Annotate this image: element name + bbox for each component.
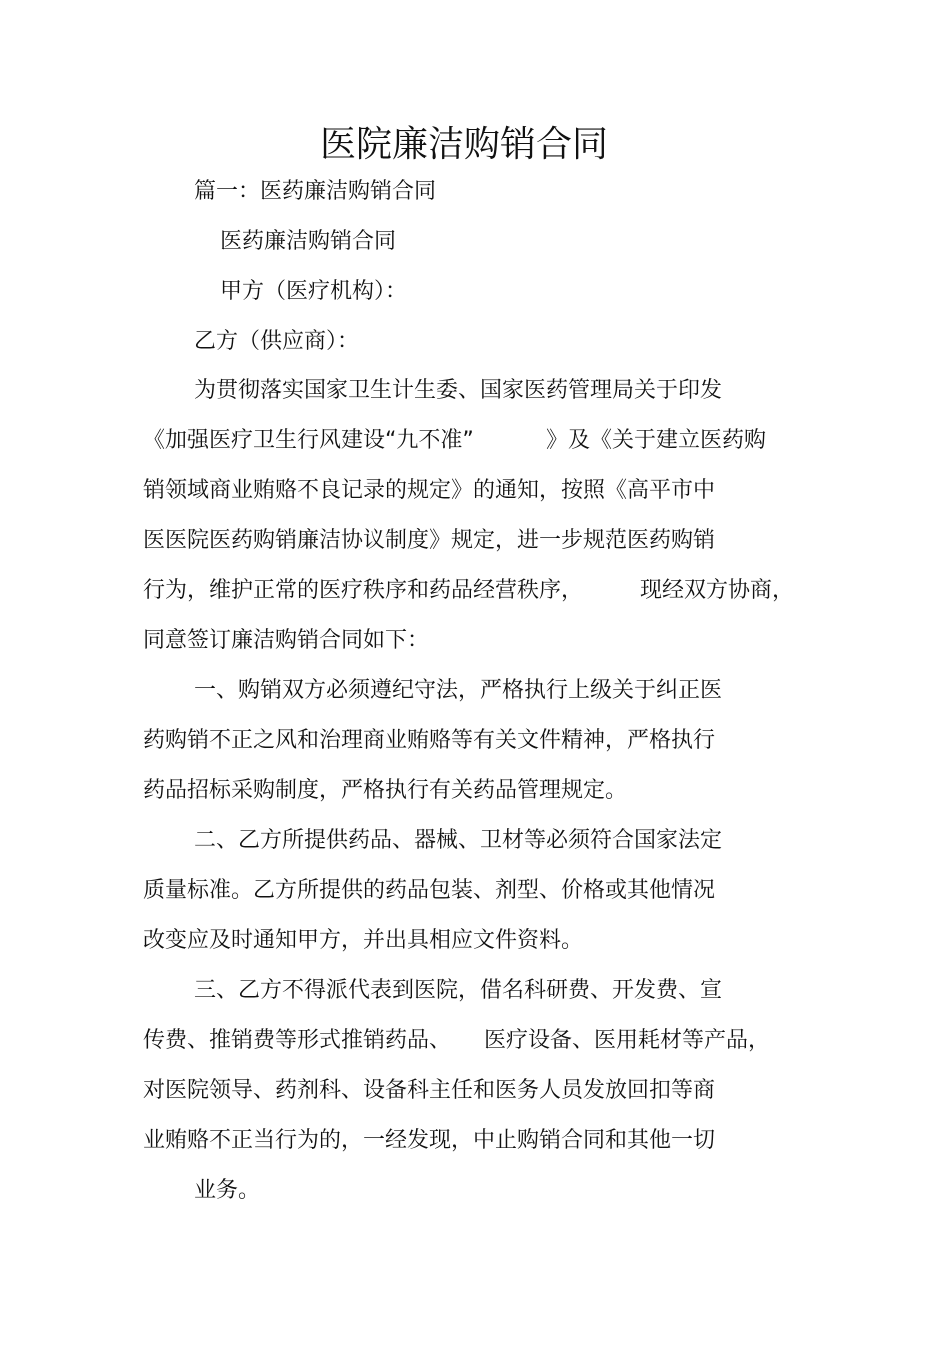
party-a-line: 甲方（医疗机构）： — [220, 279, 408, 304]
preamble-line: 医医院医药购销廉洁协议制度》规定，进一步规范医药购销 — [143, 528, 716, 553]
clause-3-line: 业贿赂不正当行为的，一经发现，中止购销合同和其他一切 — [143, 1128, 716, 1153]
party-b-line: 乙方（供应商）： — [194, 329, 360, 354]
clause-3-line: 传费、推销费等形式推销药品、 — [143, 1028, 452, 1053]
preamble-line: 行为，维护正常的医疗秩序和药品经营秩序， — [143, 578, 584, 603]
preamble-line: 》及《关于建立医药购 — [546, 428, 767, 453]
clause-2-line: 二、乙方所提供药品、器械、卫材等必须符合国家法定 — [194, 828, 723, 853]
clause-3-line: 业务。 — [194, 1178, 261, 1203]
preamble-line: 销领域商业贿赂不良记录的规定》的通知，按照《高平市中 — [143, 478, 716, 503]
preamble-line: 现经双方协商， — [640, 578, 795, 603]
clause-1-line: 一、购销双方必须遵纪守法，严格执行上级关于纠正医 — [194, 678, 723, 703]
clause-2-line: 质量标准。乙方所提供的药品包装、剂型、价格或其他情况 — [143, 878, 716, 903]
clause-3-line: 医疗设备、医用耗材等产品， — [484, 1028, 771, 1053]
clause-3-line: 对医院领导、药剂科、设备科主任和医务人员发放回扣等商 — [143, 1078, 716, 1103]
document-title: 医院廉洁购销合同 — [319, 124, 608, 165]
clause-1-line: 药购销不正之风和治理商业贿赂等有关文件精神，严格执行 — [143, 728, 716, 753]
preamble-line: 为贯彻落实国家卫生计生委、国家医药管理局关于印发 — [194, 378, 723, 403]
section-heading: 篇一：医药廉洁购销合同 — [194, 179, 437, 204]
clause-3-line: 三、乙方不得派代表到医院，借名科研费、开发费、宣 — [194, 978, 723, 1003]
clause-2-line: 改变应及时通知甲方，并出具相应文件资料。 — [143, 928, 584, 953]
clause-1-line: 药品招标采购制度，严格执行有关药品管理规定。 — [143, 778, 628, 803]
preamble-line: 《加强医疗卫生行风建设“九不准” — [143, 428, 474, 453]
preamble-line: 同意签订廉洁购销合同如下： — [143, 628, 430, 653]
contract-subtitle: 医药廉洁购销合同 — [220, 229, 397, 254]
